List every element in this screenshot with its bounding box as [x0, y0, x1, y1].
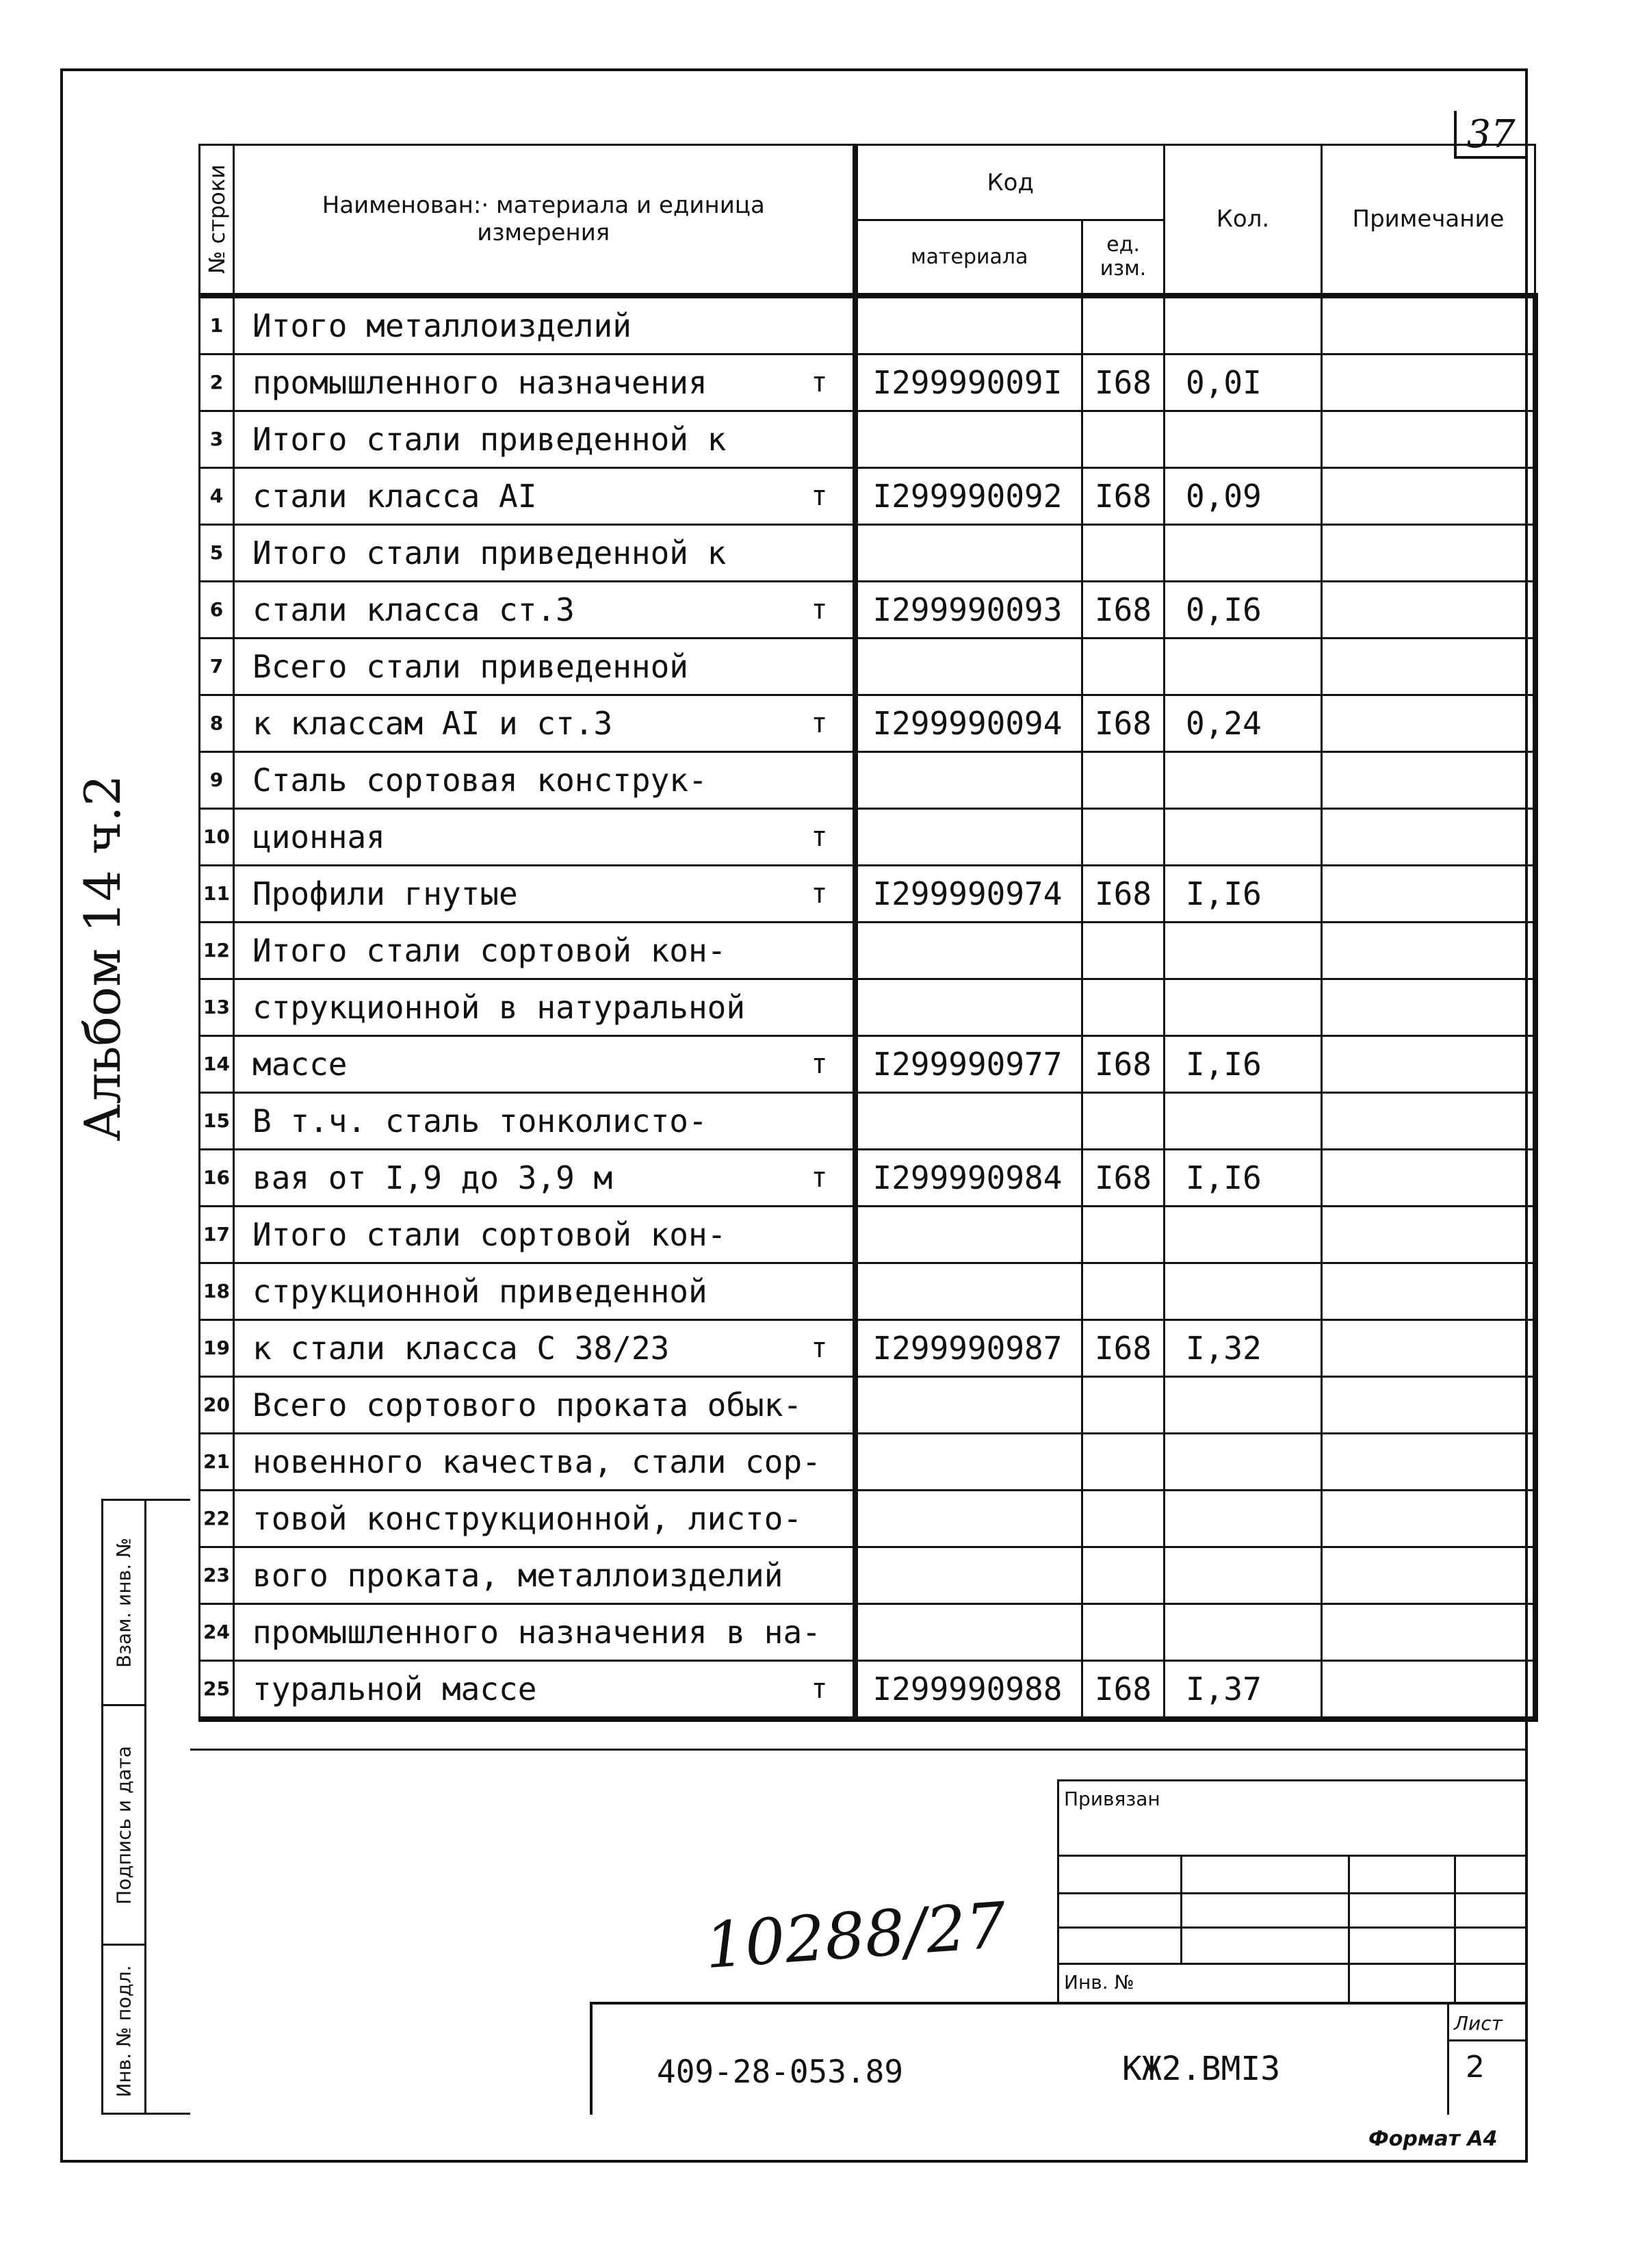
measure-unit: т [811, 366, 828, 398]
material-name-text: к классам AI и ст.3 [252, 704, 613, 742]
quantity [1165, 296, 1322, 355]
row-number: 13 [200, 979, 234, 1035]
material-name-text: промышленного назначения [252, 363, 707, 401]
unit-code [1082, 922, 1165, 979]
quantity: I,32 [1165, 1319, 1322, 1376]
note-cell [1322, 695, 1535, 751]
material-name-text: ционная [252, 818, 385, 855]
unit-code [1082, 1376, 1165, 1433]
row-number: 6 [200, 581, 234, 638]
header-code-material: материала [855, 220, 1082, 296]
unit-code: I68 [1082, 695, 1165, 751]
quantity: 0,24 [1165, 695, 1322, 751]
sheet-value: 2 [1466, 2050, 1485, 2085]
note-cell [1322, 638, 1535, 695]
unit-code: I68 [1082, 354, 1165, 411]
material-name [234, 1603, 855, 1660]
material-code [855, 922, 1082, 979]
album-side-note: Альбом 14 ч.2 [74, 775, 131, 1142]
priv-vline-1 [1180, 1855, 1182, 1963]
row-number: 23 [200, 1547, 234, 1603]
table-row [200, 581, 1535, 638]
table-row [200, 354, 1535, 411]
unit-code [1082, 411, 1165, 467]
material-code [855, 296, 1082, 355]
stamp-divider [144, 1501, 146, 2113]
measure-unit: т [811, 1161, 828, 1194]
material-name [234, 1149, 855, 1206]
material-code: I29999009I [855, 354, 1082, 411]
document-code: 409-28-053.89 [657, 2053, 904, 2090]
quantity [1165, 1603, 1322, 1660]
note-cell [1322, 1433, 1535, 1490]
stamp-column [101, 1499, 190, 2115]
note-cell [1322, 1603, 1535, 1660]
table-row [200, 296, 1535, 355]
material-name-text: Сталь сортовая конструк- [252, 761, 707, 799]
quantity [1165, 808, 1322, 865]
measure-unit: т [811, 1673, 828, 1705]
quantity: I,I6 [1165, 865, 1322, 922]
quantity [1165, 1376, 1322, 1433]
handwritten-number: 10288/27 [702, 1888, 1009, 1983]
quantity [1165, 1547, 1322, 1603]
material-code [855, 1433, 1082, 1490]
material-name-text: стали класса AI [252, 477, 537, 515]
note-cell [1322, 467, 1535, 524]
material-name-text: Профили гнутые [252, 875, 518, 912]
table-row [200, 1092, 1535, 1149]
measure-unit: т [811, 707, 828, 739]
sheet-label: Лист [1454, 2012, 1503, 2035]
material-name [234, 411, 855, 467]
material-name-text: новенного качества, стали сор- [252, 1443, 821, 1480]
material-code: I299990094 [855, 695, 1082, 751]
table-row [200, 808, 1535, 865]
row-number: 2 [200, 354, 234, 411]
material-name [234, 1490, 855, 1547]
material-name-text: В т.ч. сталь тонколисто- [252, 1102, 707, 1139]
unit-code [1082, 1263, 1165, 1319]
unit-code [1082, 808, 1165, 865]
row-number: 4 [200, 467, 234, 524]
row-number: 14 [200, 1035, 234, 1092]
table-row [200, 638, 1535, 695]
unit-code [1082, 1433, 1165, 1490]
quantity: 0,0I [1165, 354, 1322, 411]
material-code: I299990984 [855, 1149, 1082, 1206]
measure-unit: т [811, 877, 828, 910]
material-name-text: промышленного назначения в на- [252, 1613, 821, 1651]
note-cell [1322, 808, 1535, 865]
quantity: 0,I6 [1165, 581, 1322, 638]
quantity [1165, 524, 1322, 581]
measure-unit: т [811, 1048, 828, 1080]
row-number: 16 [200, 1149, 234, 1206]
priv-vline-2 [1348, 1855, 1350, 2002]
priv-vline-3 [1454, 1855, 1456, 2002]
priv-line-1 [1057, 1855, 1528, 1857]
table-bottom-line [190, 1749, 1528, 1751]
material-name-text: массе [252, 1045, 348, 1083]
note-cell [1322, 354, 1535, 411]
table-row [200, 1660, 1535, 1719]
material-name-text: вого проката, металлоизделий [252, 1556, 783, 1594]
material-name-text: туральной массе [252, 1670, 537, 1708]
unit-code [1082, 524, 1165, 581]
note-cell [1322, 1149, 1535, 1206]
note-cell [1322, 1547, 1535, 1603]
material-code: I299990977 [855, 1035, 1082, 1092]
material-code [855, 1547, 1082, 1603]
material-name-text: к стали класса С 38/23 [252, 1329, 670, 1367]
material-name-text: Итого стали приведенной к [252, 420, 727, 458]
row-number: 11 [200, 865, 234, 922]
material-code [855, 808, 1082, 865]
row-number: 9 [200, 751, 234, 808]
unit-code: I68 [1082, 1035, 1165, 1092]
unit-code: I68 [1082, 1149, 1165, 1206]
material-code [855, 751, 1082, 808]
table-row [200, 1603, 1535, 1660]
unit-code [1082, 1092, 1165, 1149]
table-row [200, 411, 1535, 467]
material-name [234, 922, 855, 979]
material-code [855, 524, 1082, 581]
material-code: I299990987 [855, 1319, 1082, 1376]
note-cell [1322, 1376, 1535, 1433]
material-code [855, 411, 1082, 467]
table-row [200, 865, 1535, 922]
quantity [1165, 1263, 1322, 1319]
material-name [234, 1206, 855, 1263]
table-row [200, 979, 1535, 1035]
note-cell [1322, 1092, 1535, 1149]
material-code: I299990988 [855, 1660, 1082, 1719]
header-note: Примечание [1322, 145, 1535, 296]
table-row [200, 524, 1535, 581]
header-qty: Кол. [1165, 145, 1322, 296]
unit-code [1082, 1206, 1165, 1263]
unit-code [1082, 638, 1165, 695]
quantity: I,I6 [1165, 1035, 1322, 1092]
header-name: Наименован:· материала и единица измерения [234, 145, 855, 296]
material-name [234, 1263, 855, 1319]
material-name-text: струкционной приведенной [252, 1272, 707, 1310]
table-row [200, 1490, 1535, 1547]
material-name-text: товой конструкционной, листо- [252, 1499, 803, 1537]
material-name [234, 638, 855, 695]
material-code: I299990974 [855, 865, 1082, 922]
quantity [1165, 638, 1322, 695]
quantity [1165, 1490, 1322, 1547]
table-row [200, 1433, 1535, 1490]
stamp-podpis: Подпись и дата [103, 1706, 144, 1946]
table-row [200, 1547, 1535, 1603]
material-name-text: Итого стали сортовой кон- [252, 931, 727, 969]
row-number: 17 [200, 1206, 234, 1263]
material-code [855, 1263, 1082, 1319]
note-cell [1322, 751, 1535, 808]
material-name-text: вая от I,9 до 3,9 м [252, 1159, 613, 1196]
material-code: I299990093 [855, 581, 1082, 638]
table-row [200, 1319, 1535, 1376]
table-row [200, 1263, 1535, 1319]
sheet-number: 37 [1466, 112, 1516, 157]
material-name [234, 1376, 855, 1433]
unit-code: I68 [1082, 467, 1165, 524]
material-name [234, 524, 855, 581]
material-name [234, 1035, 855, 1092]
row-number: 3 [200, 411, 234, 467]
material-code [855, 1376, 1082, 1433]
material-name [234, 1319, 855, 1376]
quantity: I,37 [1165, 1660, 1322, 1719]
priv-line-4 [1057, 1963, 1528, 1965]
measure-unit: т [811, 821, 828, 853]
unit-code [1082, 979, 1165, 1035]
material-name [234, 354, 855, 411]
quantity [1165, 751, 1322, 808]
row-number: 24 [200, 1603, 234, 1660]
row-number: 8 [200, 695, 234, 751]
unit-code: I68 [1082, 865, 1165, 922]
material-name [234, 751, 855, 808]
row-number: 5 [200, 524, 234, 581]
note-cell [1322, 1319, 1535, 1376]
note-cell [1322, 1035, 1535, 1092]
table-row [200, 1206, 1535, 1263]
unit-code [1082, 1547, 1165, 1603]
material-code: I299990092 [855, 467, 1082, 524]
material-code [855, 638, 1082, 695]
quantity: 0,09 [1165, 467, 1322, 524]
unit-code: I68 [1082, 581, 1165, 638]
header-rownum: № строки [200, 145, 234, 296]
quantity: I,I6 [1165, 1149, 1322, 1206]
table-row [200, 695, 1535, 751]
document-mark: КЖ2.ВМI3 [1122, 2050, 1281, 2088]
material-name-text: Итого стали сортовой кон- [252, 1215, 727, 1253]
note-cell [1322, 524, 1535, 581]
table-row [200, 467, 1535, 524]
material-name [234, 979, 855, 1035]
unit-code: I68 [1082, 1319, 1165, 1376]
row-number: 21 [200, 1433, 234, 1490]
row-number: 19 [200, 1319, 234, 1376]
measure-unit: т [811, 480, 828, 512]
format-label: Формат А4 [1368, 2127, 1498, 2151]
material-name-text: Итого металлоизделий [252, 307, 632, 344]
material-name [234, 581, 855, 638]
note-cell [1322, 922, 1535, 979]
note-cell [1322, 1660, 1535, 1719]
row-number: 22 [200, 1490, 234, 1547]
measure-unit: т [811, 1332, 828, 1364]
material-name-text: Всего стали приведенной [252, 647, 688, 685]
note-cell [1322, 865, 1535, 922]
row-number: 12 [200, 922, 234, 979]
priv-line-2 [1057, 1892, 1528, 1894]
privyazan-label: Привязан [1064, 1788, 1160, 1810]
unit-code [1082, 751, 1165, 808]
privyazan-block [1057, 1779, 1528, 2002]
material-name-text: струкционной в натуральной [252, 988, 746, 1026]
material-code [855, 1603, 1082, 1660]
row-number: 18 [200, 1263, 234, 1319]
row-number: 25 [200, 1660, 234, 1719]
header-code-unit: ед. изм. [1082, 220, 1165, 296]
material-name-text: Итого стали приведенной к [252, 534, 727, 571]
unit-code [1082, 296, 1165, 355]
note-cell [1322, 1490, 1535, 1547]
material-name [234, 1092, 855, 1149]
quantity [1165, 979, 1322, 1035]
quantity [1165, 1092, 1322, 1149]
inv-no-label: Инв. № [1064, 1971, 1134, 1994]
material-name-text: Всего сортового проката обык- [252, 1386, 803, 1423]
material-name [234, 1433, 855, 1490]
table-row [200, 1035, 1535, 1092]
note-cell [1322, 581, 1535, 638]
priv-line-3 [1057, 1926, 1528, 1929]
quantity [1165, 411, 1322, 467]
table-row [200, 1149, 1535, 1206]
header-code: Код [855, 145, 1165, 220]
table-row [200, 1376, 1535, 1433]
note-cell [1322, 1263, 1535, 1319]
row-number: 15 [200, 1092, 234, 1149]
material-name [234, 467, 855, 524]
material-code [855, 979, 1082, 1035]
unit-code [1082, 1490, 1165, 1547]
note-cell [1322, 296, 1535, 355]
unit-code [1082, 1603, 1165, 1660]
quantity [1165, 1433, 1322, 1490]
material-name [234, 296, 855, 355]
measure-unit: т [811, 593, 828, 626]
row-number: 20 [200, 1376, 234, 1433]
note-cell [1322, 1206, 1535, 1263]
note-cell [1322, 411, 1535, 467]
quantity [1165, 922, 1322, 979]
material-name [234, 808, 855, 865]
material-name [234, 1660, 855, 1719]
material-code [855, 1206, 1082, 1263]
quantity [1165, 1206, 1322, 1263]
table-row [200, 922, 1535, 979]
material-name [234, 865, 855, 922]
materials-table [198, 144, 1538, 1722]
note-cell [1322, 979, 1535, 1035]
material-name-text: стали класса ст.3 [252, 591, 575, 628]
stamp-inv-podl: Инв. № подл. [112, 1965, 135, 2098]
row-number: 1 [200, 296, 234, 355]
row-number: 10 [200, 808, 234, 865]
row-number: 7 [200, 638, 234, 695]
table-row [200, 751, 1535, 808]
stamp-vzam: Взам. инв. № [103, 1501, 144, 1706]
material-name [234, 695, 855, 751]
material-name [234, 1547, 855, 1603]
material-code [855, 1490, 1082, 1547]
unit-code: I68 [1082, 1660, 1165, 1719]
material-code [855, 1092, 1082, 1149]
